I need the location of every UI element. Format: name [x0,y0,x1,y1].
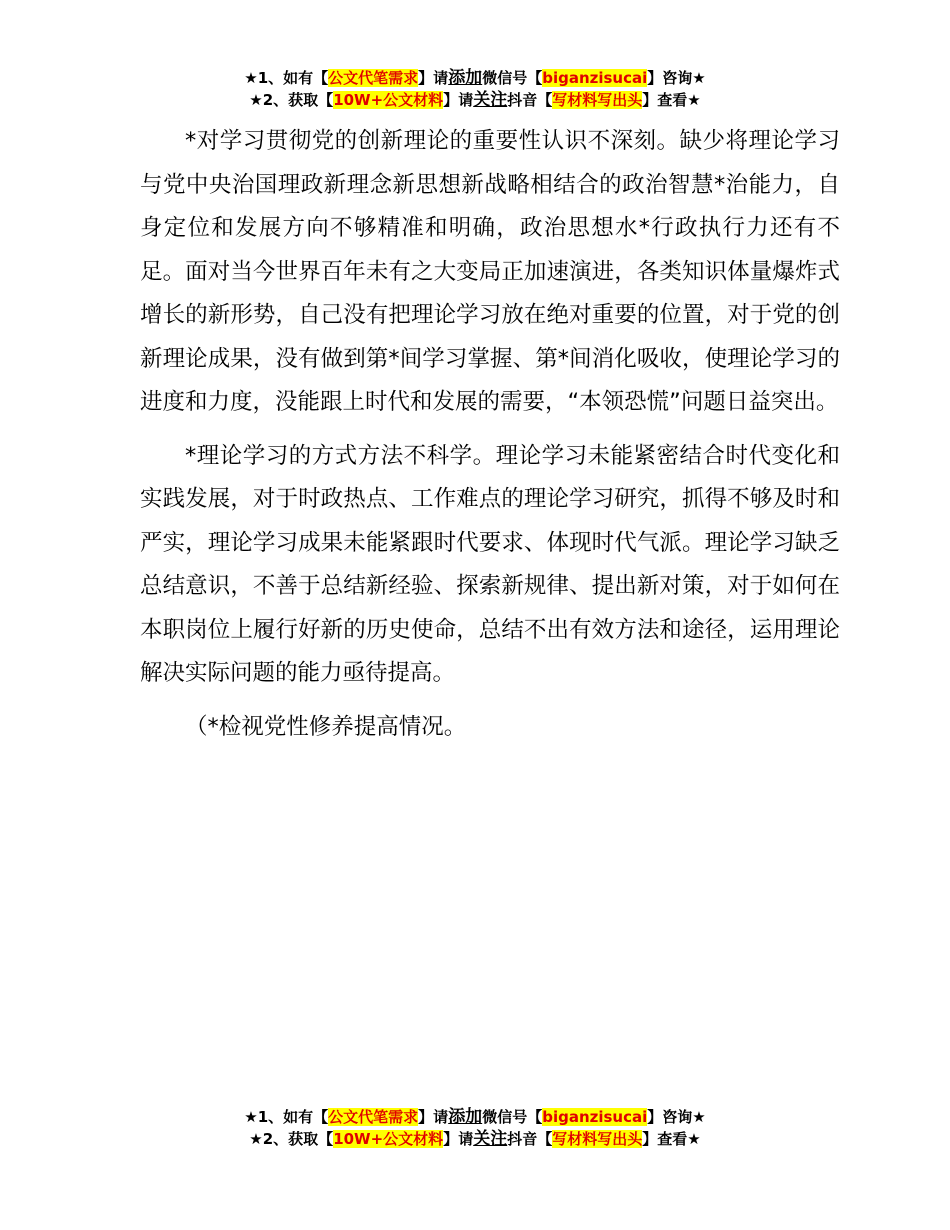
underlined-action: 关注 [473,90,508,110]
banner-text: 2、获取【 [262,1130,334,1148]
underlined-action: 关注 [473,1129,508,1149]
banner-text: 1、如有【 [257,69,329,87]
banner-text: 2、获取【 [262,91,334,109]
star-icon: ★ [687,1130,701,1148]
paragraph-2: *理论学习的方式方法不科学。理论学习未能紧密结合时代变化和实践发展，对于时政热点、工作难点的理论学习研究，抓得不够及时和严实，理论学习成果未能紧跟时代要求、体现时代气派。理论学习缺乏总结意识，不善于总结新经验、探索新规律、提出新对策，对于如何在本职岗位上履行好新的历史使命，总结不出有效方法和途径，运用理论解决实际问题的能力亟待提高。 [140,442,840,686]
highlight-service: 公文代笔需求 [328,69,419,87]
banner-text: 1、如有【 [257,1108,329,1126]
banner-text: 微信号【 [482,69,543,87]
star-icon: ★ [692,1108,706,1126]
star-icon: ★ [692,69,706,87]
banner-text: 】查看 [642,91,688,109]
banner-text: 】咨询 [647,1108,693,1126]
banner-line-2 [0,89,950,111]
banner-text: 】咨询 [647,69,693,87]
banner-line-1 [0,1106,950,1128]
highlight-materials: 10W+公文材料 [333,91,444,109]
banner-text: 微信号【 [482,1108,543,1126]
paragraph-1: *对学习贯彻党的创新理论的重要性认识不深刻。缺少将理论学习与党中央治国理政新理念新思想新战略相结合的政治智慧*治能力，自身定位和发展方向不够精准和明确，政治思想水*行政执行力还有不足。面对当今世界百年未有之大变局正加速演进，各类知识体量爆炸式增长的新形势，自己没有把理论学习放在绝对重要的位置，对于党的创新理论成果，没有做到第*间学习掌握、第*间消化吸收，使理论学习的进度和力度，没能跟上时代和发展的需要，“本领恐慌”问题日益突出。 [140,128,840,415]
header-banner [0,67,950,111]
highlight-wechat-id: biganzisucai [542,1108,648,1126]
banner-text: 】请 [443,1130,474,1148]
footer-banner [0,1106,950,1150]
banner-text: 抖音【 [507,91,553,109]
star-icon: ★ [244,1108,258,1126]
star-icon: ★ [249,1130,263,1148]
highlight-service: 公文代笔需求 [328,1108,419,1126]
banner-text: 抖音【 [507,1130,553,1148]
star-icon: ★ [249,91,263,109]
star-icon: ★ [687,91,701,109]
star-icon: ★ [244,69,258,87]
paragraph-3: （*检视党性修养提高情况。 [185,713,467,740]
underlined-action: 添加 [448,68,483,88]
highlight-wechat-id: biganzisucai [542,69,648,87]
highlight-account: 写材料写出头 [552,1130,643,1148]
banner-text: 】请 [443,91,474,109]
highlight-materials: 10W+公文材料 [333,1130,444,1148]
underlined-action: 添加 [448,1107,483,1127]
banner-text: 】请 [418,69,449,87]
banner-line-2 [0,1128,950,1150]
highlight-account: 写材料写出头 [552,91,643,109]
document-body [140,120,840,759]
banner-text: 】查看 [642,1130,688,1148]
banner-line-1 [0,67,950,89]
banner-text: 】请 [418,1108,449,1126]
